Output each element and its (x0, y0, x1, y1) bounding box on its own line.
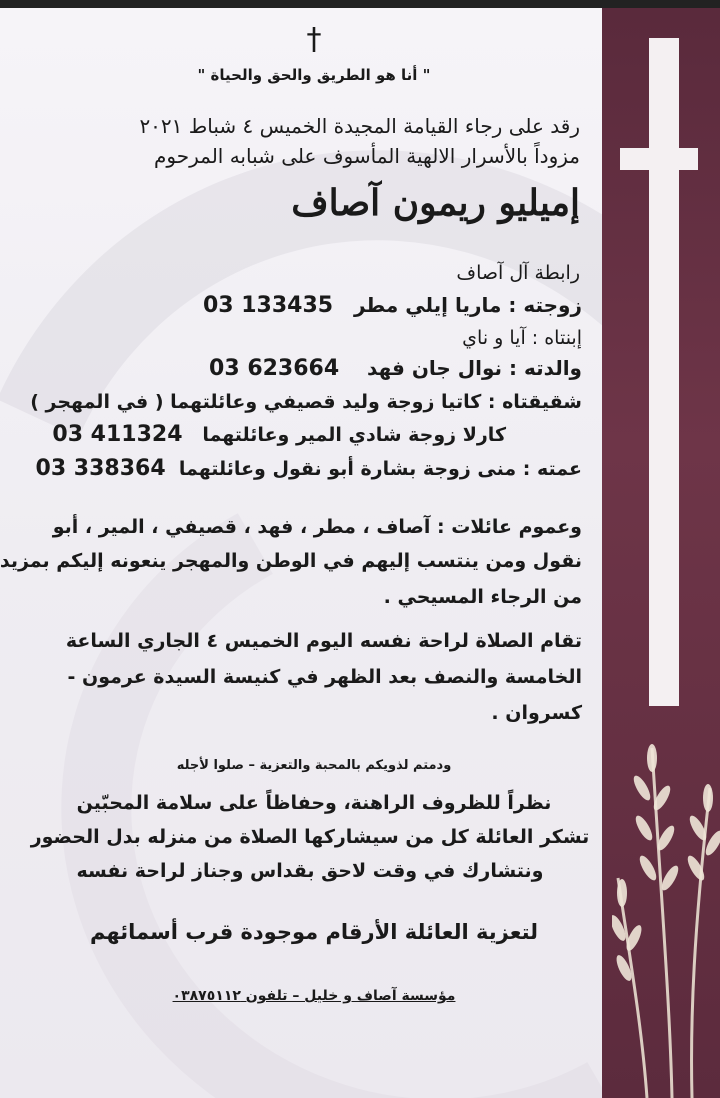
families-line-1: وعموم عائلات : آصاف ، مطر ، فهد ، قصيفي ، المير ، أبو (52, 516, 582, 538)
intro-line-1: رقد على رجاء القيامة المجيدة الخميس ٤ شباط ٢٠٢١ (139, 114, 580, 138)
sisters-row-1 (22, 391, 582, 413)
sisters-phone-2: 03 411324 (52, 422, 183, 447)
motto: " أنا هو الطريق والحق والحياة " (197, 66, 431, 84)
wife-row (22, 293, 582, 318)
mother-phone: 03 623664 (209, 356, 340, 381)
footer-contact: مؤسسة آصاف و خليل – تلفون ٠٣٨٧٥١١٢ (172, 988, 456, 1004)
sisters-value-2: كارلا زوجة شادي المير وعائلتهما (202, 424, 506, 446)
children-value: : آيا و ناي (462, 327, 539, 349)
children-row (22, 327, 582, 349)
wife-value: : ماريا إيلي مطر (353, 293, 517, 317)
cross-horizontal-beam (620, 148, 698, 170)
aunt-phone: 03 338364 (35, 456, 166, 481)
pray-for-him: ودمتم لذويكم بالمحبة والتعزية – صلوا لأجله (176, 758, 452, 773)
mother-label: والدته (524, 356, 582, 380)
association: رابطة آل آصاف (456, 262, 580, 284)
cross-symbol: † (306, 22, 322, 57)
condolence-note: لتعزية العائلة الأرقام موجودة قرب أسمائهم (89, 920, 539, 944)
families-line-2: نقول ومن ينتسب إليهم في الوطن والمهجر ينعونه إليكم بمزيد (0, 550, 582, 572)
prayer-line-1: تقام الصلاة لراحة نفسه اليوم الخميس ٤ الجاري الساعة (65, 630, 582, 652)
aunt-label: عمته (537, 458, 582, 480)
aunt-value: : منى زوجة بشارة أبو نقول وعائلتهما (178, 458, 531, 480)
prayer-line-2: الخامسة والنصف بعد الظهر في كنيسة السيدة عرمون - (67, 666, 582, 688)
prayer-line-3: كسروان . (491, 702, 582, 724)
families-line-3: من الرجاء المسيحي . (383, 586, 582, 608)
top-bar (0, 0, 720, 8)
cross-vertical-beam (649, 38, 679, 706)
aunt-row (22, 456, 582, 481)
sisters-row-2 (6, 422, 506, 447)
wife-phone: 03 133435 (202, 293, 334, 318)
sisters-value-1: : كاتيا زوجة وليد قصيفي وعائلتهما ( في المهجر ) (30, 391, 496, 413)
mother-row (22, 356, 582, 381)
notice-line-1: نظراً للظروف الراهنة، وحفاظاً على سلامة المحبّين (76, 792, 552, 814)
wheat-icon (612, 728, 720, 1098)
children-label: إبنتاه (544, 327, 582, 349)
obituary-paper (0, 8, 602, 1098)
side-panel (602, 8, 720, 1098)
sisters-label: شقيقتاه (502, 391, 582, 413)
notice-line-2: تشكر العائلة كل من سيشاركها الصلاة من منزله بدل الحضور (30, 826, 590, 848)
mother-value: : نوال جان فهد (367, 356, 518, 380)
intro-line-2: مزوداً بالأسرار الالهية المأسوف على شبابه المرحوم (154, 144, 580, 168)
wife-label: زوجته (523, 293, 582, 317)
deceased-name: إميليو ريمون آصاف (291, 182, 580, 224)
notice-line-3: ونتشارك في وقت لاحق بقداس وجناز لراحة نفسه (76, 860, 544, 882)
